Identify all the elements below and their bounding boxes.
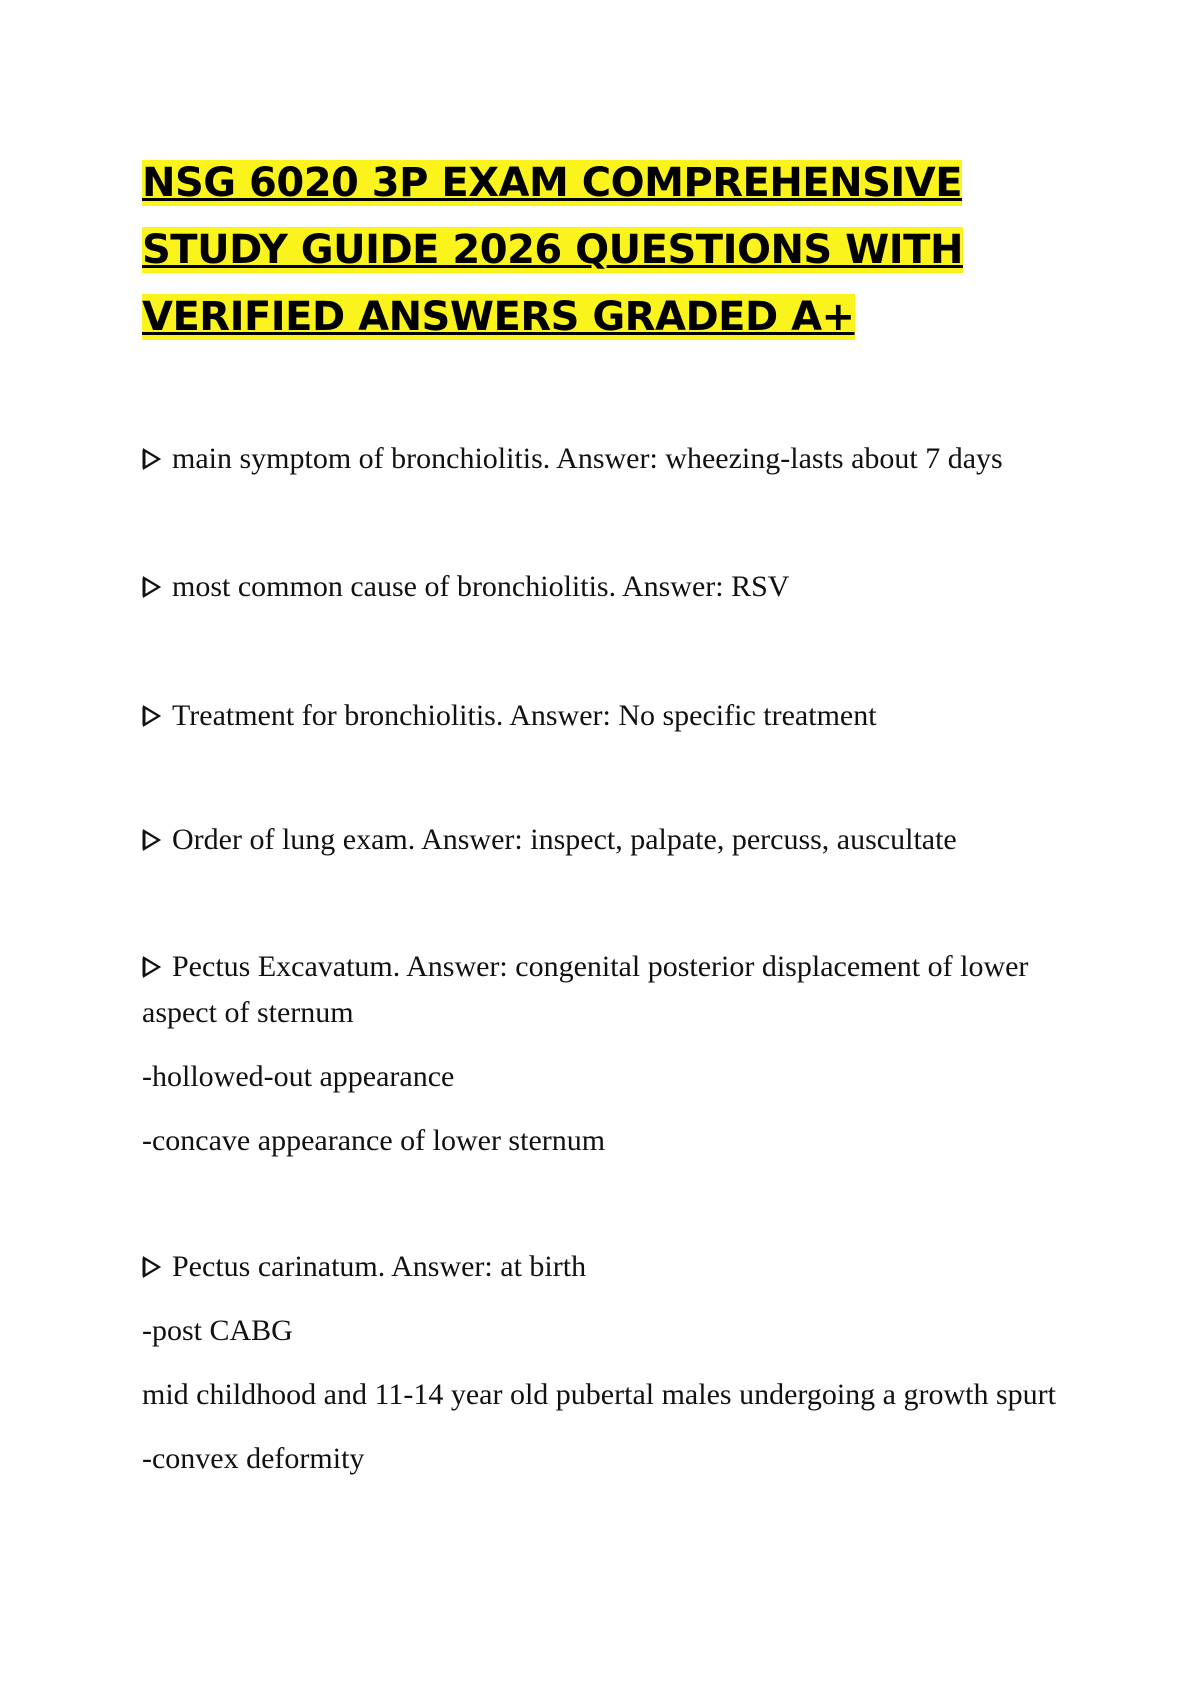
qa-detail-line: -convex deformity — [142, 1442, 365, 1475]
triangle-arrow-bullet-icon — [142, 564, 172, 610]
triangle-arrow-bullet-icon — [142, 693, 172, 739]
title-line: VERIFIED ANSWERS GRADED A+ — [142, 294, 855, 340]
qa-detail-line: -hollowed-out appearance — [142, 1060, 455, 1093]
qa-detail-line: -post CABG — [142, 1314, 293, 1347]
qa-question: Pectus Excavatum. Answer: congenital posterior displacement of lower aspect of sternum — [142, 950, 1029, 1029]
qa-question: main symptom of bronchiolitis. Answer: wheezing-lasts about 7 days — [172, 442, 1003, 475]
document-title — [142, 150, 1042, 351]
qa-question: Pectus carinatum. Answer: at birth — [172, 1250, 587, 1283]
qa-detail-line: mid childhood and 11-14 year old pubertal males undergoing a growth spurt — [142, 1378, 1056, 1411]
qa-item — [142, 693, 1072, 739]
triangle-arrow-bullet-icon — [142, 436, 172, 482]
title-line: NSG 6020 3P EXAM COMPREHENSIVE — [142, 160, 963, 206]
qa-item — [142, 1244, 1072, 1482]
qa-item — [142, 564, 1072, 610]
triangle-arrow-bullet-icon — [142, 817, 172, 863]
qa-question: Treatment for bronchiolitis. Answer: No specific treatment — [172, 699, 877, 732]
qa-item — [142, 436, 1072, 482]
qa-question: most common cause of bronchiolitis. Answer: RSV — [172, 570, 790, 603]
qa-item — [142, 944, 1072, 1164]
title-line: STUDY GUIDE 2026 QUESTIONS WITH — [142, 227, 963, 273]
qa-item — [142, 817, 1072, 863]
triangle-arrow-bullet-icon — [142, 1244, 172, 1290]
qa-detail-line: -concave appearance of lower sternum — [142, 1124, 606, 1157]
triangle-arrow-bullet-icon — [142, 944, 172, 990]
qa-question: Order of lung exam. Answer: inspect, palpate, percuss, auscultate — [172, 823, 957, 856]
